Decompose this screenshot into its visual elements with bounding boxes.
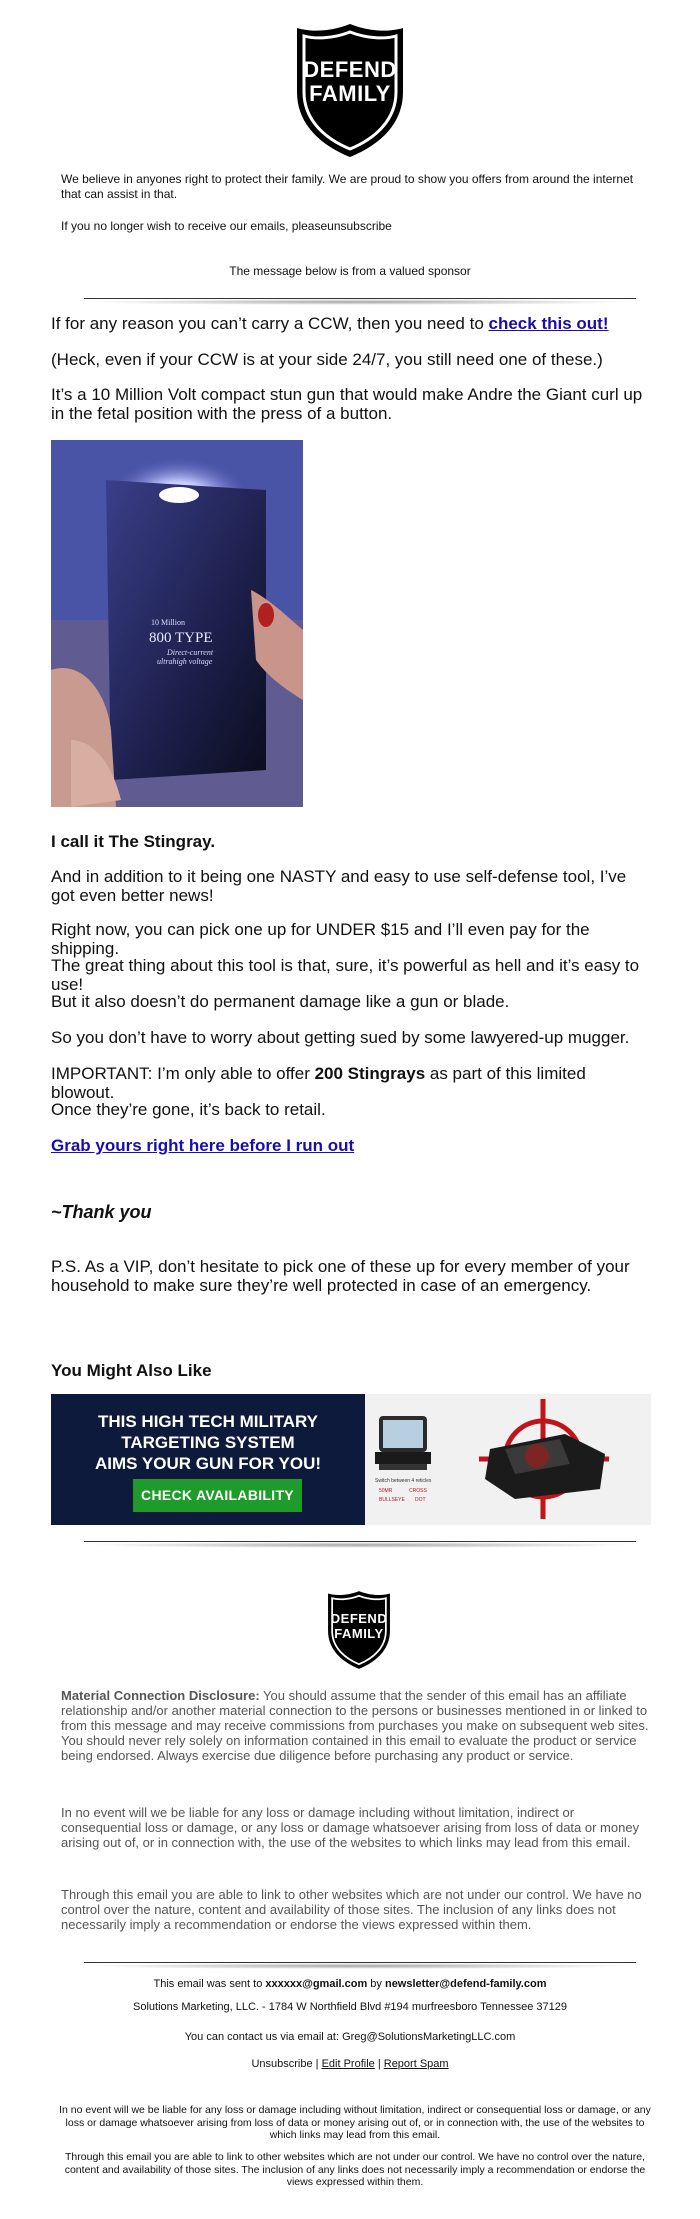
sent-prefix: This email was sent to bbox=[153, 1978, 266, 1990]
check-availability-button[interactable]: CHECK AVAILABILITY bbox=[133, 1479, 302, 1512]
divider-3-shadow bbox=[84, 1963, 636, 1969]
body-paragraph-2: (Heck, even if your CCW is at your side 24/7, you still need one of these.) bbox=[51, 350, 603, 369]
body-paragraph-8: But it also doesn’t do permanent damage like a gun or blade. bbox=[51, 992, 510, 1011]
edit-profile-link[interactable]: Edit Profile bbox=[321, 2058, 375, 2070]
body-paragraph-1 bbox=[51, 314, 651, 333]
reticle-label-1: 50MR bbox=[379, 1488, 393, 1494]
logo-line-2: FAMILY bbox=[309, 81, 391, 106]
stun-gun-photo[interactable] bbox=[51, 440, 303, 807]
reticle-label-2: CROSS bbox=[409, 1488, 427, 1494]
disclosure-liability: In no event will we be liable for any loss or damage including without limitation, indirect or consequential loss or damage, or any loss or damage whatsoever arising from loss of data or money arising out of, or in connection with, the use of the websites to which links may lead from this email. bbox=[61, 1805, 640, 1850]
banner-line-1: THIS HIGH TECH MILITARY bbox=[97, 1412, 319, 1431]
p10-suffix: as part of this limited blowout. bbox=[51, 1064, 586, 1102]
p10-bold: 200 Stingrays bbox=[314, 1064, 426, 1083]
banner-line-2: TARGETING SYSTEM bbox=[121, 1433, 295, 1452]
disclosure-lead: Material Connection Disclosure: bbox=[61, 1688, 260, 1703]
p10-prefix: IMPORTANT: I’m only able to offer bbox=[51, 1064, 315, 1083]
body-paragraph-6: Right now, you can pick one up for UNDER $15 and I’ll even pay for the shipping. bbox=[51, 920, 590, 958]
targeting-system-banner[interactable] bbox=[51, 1394, 651, 1525]
sent-to-address: xxxxxx@gmail.com bbox=[265, 1978, 368, 1990]
unsubscribe-prefix: If you no longer wish to receive our emails, please bbox=[61, 219, 328, 233]
banner-product-panel bbox=[365, 1394, 651, 1525]
logo-small-line-1: DEFEND bbox=[330, 1611, 388, 1626]
reticle-caption: Switch between 4 reticles bbox=[375, 1478, 432, 1484]
sent-to-line bbox=[0, 1977, 700, 1991]
photo-model: 800 TYPE bbox=[149, 630, 213, 646]
intro-unsubscribe-line bbox=[61, 219, 651, 234]
logo-line-1: DEFEND bbox=[303, 57, 397, 82]
disclosure-links: Through this email you are able to link to other websites which are not under our control. We have no control over the nature, content and availability of those sites. The inclusion of any links does not necessarily imply a recommendation or endorse the views expressed within them. bbox=[61, 1887, 642, 1932]
photo-sub-2: ultrahigh voltage bbox=[157, 657, 213, 666]
separator-2: | bbox=[374, 2058, 384, 2070]
body-paragraph-7: The great thing about this tool is that, sure, it’s powerful as hell and it’s easy to use! bbox=[51, 956, 640, 994]
contact-line: You can contact us via email at: Greg@SolutionsMarketingLLC.com bbox=[184, 2031, 516, 2043]
body-paragraph-5: And in addition to it being one NASTY and easy to use self-defense tool, I’ve got even better news! bbox=[51, 867, 627, 905]
intro-belief: We believe in anyones right to protect their family. We are proud to show you offers from around the internet that can assist in that. bbox=[61, 172, 634, 201]
divider-2-shadow bbox=[84, 1542, 636, 1548]
reticle-label-3: BULLSEYE bbox=[379, 1497, 405, 1503]
p1-text: If for any reason you can’t carry a CCW, then you need to bbox=[51, 314, 489, 333]
photo-sub-1: Direct-current bbox=[167, 648, 214, 657]
grab-yours-link[interactable]: Grab yours right here before I run out bbox=[51, 1136, 355, 1155]
body-paragraph-3: It’s a 10 Million Volt compact stun gun that would make Andre the Giant curl up in the fetal position with the press of a button. bbox=[51, 385, 643, 423]
company-address: Solutions Marketing, LLC. - 1784 W Northfield Blvd #194 murfreesboro Tennessee 37129 bbox=[133, 2001, 567, 2013]
disclosure-p1: You should assume that the sender of this email has an affiliate relationship and/or another material connection to the persons or businesses mentioned in or linked to from this message and may receive commissions from purchases you make on subsequent web sites. You should never rely solely on information contained in this email to evaluate the product or service being endorsed. Always exercise due diligence before purchasing any product or service. bbox=[61, 1688, 649, 1763]
photo-brand-line: 10 Million bbox=[151, 618, 186, 627]
footer-legal-links: Through this email you are able to link to other websites which are not under our control. We have no control over the nature, content and availability of those sites. The inclusion of any links does not necessarily imply a recommendation or endorse the views expressed within them. bbox=[64, 2151, 646, 2188]
material-connection-disclosure bbox=[61, 1688, 651, 1763]
defend-family-logo-small bbox=[324, 1590, 394, 1670]
defend-family-logo bbox=[295, 22, 405, 159]
red-dot-sight-icon bbox=[365, 1394, 651, 1525]
intro-unsubscribe-link[interactable]: unsubscribe bbox=[327, 219, 392, 233]
sent-mid: by bbox=[367, 1978, 385, 1990]
body-paragraph-4: I call it The Stingray. bbox=[51, 832, 216, 851]
thank-you: ~Thank you bbox=[51, 1202, 152, 1222]
also-like-heading: You Might Also Like bbox=[51, 1361, 212, 1380]
body-paragraph-11: Once they’re gone, it’s back to retail. bbox=[51, 1100, 326, 1119]
footer-links bbox=[0, 2057, 700, 2071]
sponsor-note: The message below is from a valued sponsor bbox=[229, 264, 471, 278]
footer-unsubscribe-link[interactable]: Unsubscribe bbox=[251, 2058, 313, 2070]
body-paragraph-12 bbox=[51, 1136, 651, 1155]
body-paragraph-9: So you don’t have to worry about getting sued by some lawyered-up mugger. bbox=[51, 1028, 630, 1047]
separator-1: | bbox=[312, 2058, 322, 2070]
sent-from-address: newsletter@defend-family.com bbox=[384, 1978, 547, 1990]
banner-line-3: AIMS YOUR GUN FOR YOU! bbox=[94, 1454, 322, 1473]
report-spam-link[interactable]: Report Spam bbox=[383, 2058, 449, 2070]
body-paragraph-10 bbox=[51, 1064, 651, 1102]
logo-small-line-2: FAMILY bbox=[334, 1626, 384, 1641]
check-this-out-link[interactable]: check this out! bbox=[488, 314, 609, 333]
reticle-label-4: DOT bbox=[415, 1497, 426, 1503]
postscript: P.S. As a VIP, don’t hesitate to pick one of these up for every member of your household to make sure they’re well protected in case of an emergency. bbox=[51, 1257, 630, 1295]
footer-legal-liability: In no event will we be liable for any loss or damage including without limitation, indirect or consequential loss or damage, or any loss or damage whatsoever arising from loss of data or money arising out of, or in connection with, the use of the websites to which links may lead from this email. bbox=[59, 2104, 651, 2141]
divider-shadow bbox=[84, 299, 636, 305]
